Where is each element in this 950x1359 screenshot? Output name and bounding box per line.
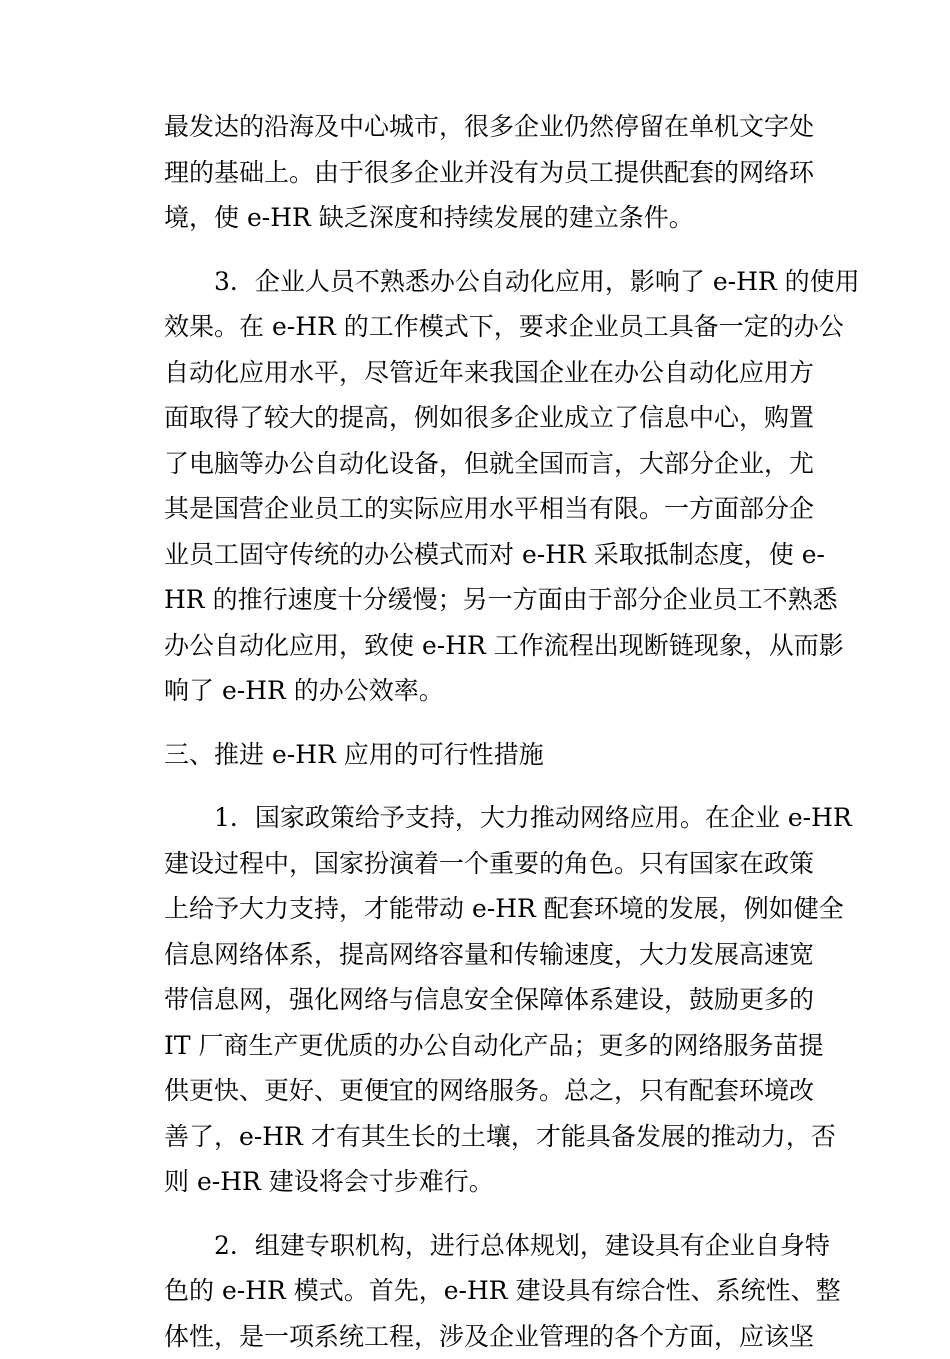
text-line: 自动化应用水平，尽管近年来我国企业在办公自动化应用方	[164, 350, 794, 396]
text-line: 效果。在 e-HR 的工作模式下，要求企业员工具备一定的办公	[164, 304, 794, 350]
paragraph-4	[164, 1223, 794, 1359]
section-heading	[164, 732, 794, 778]
text-line: 三、推进 e-HR 应用的可行性措施	[164, 732, 794, 778]
text-line: 境，使 e-HR 缺乏深度和持续发展的建立条件。	[164, 195, 794, 241]
text-line: 1．国家政策给予支持，大力推动网络应用。在企业 e-HR	[164, 795, 794, 841]
text-line: 3．企业人员不熟悉办公自动化应用，影响了 e-HR 的使用	[164, 259, 794, 305]
text-line: 响了 e-HR 的办公效率。	[164, 668, 794, 714]
text-line: 办公自动化应用，致使 e-HR 工作流程出现断链现象，从而影	[164, 623, 794, 669]
text-line: 了电脑等办公自动化设备，但就全国而言，大部分企业，尤	[164, 441, 794, 487]
document-page	[164, 104, 794, 1359]
text-line: 2．组建专职机构，进行总体规划，建设具有企业自身特	[164, 1223, 794, 1269]
text-line: 信息网络体系，提高网络容量和传输速度，大力发展高速宽	[164, 932, 794, 978]
text-line: 上给予大力支持，才能带动 e-HR 配套环境的发展，例如健全	[164, 886, 794, 932]
paragraph-3	[164, 795, 794, 1205]
text-line: 理的基础上。由于很多企业并没有为员工提供配套的网络环	[164, 150, 794, 196]
text-line: 色的 e-HR 模式。首先，e-HR 建设具有综合性、系统性、整	[164, 1268, 794, 1314]
text-line: 体性，是一项系统工程，涉及企业管理的各个方面，应该坚	[164, 1314, 794, 1359]
text-line: 面取得了较大的提高，例如很多企业成立了信息中心，购置	[164, 395, 794, 441]
text-line: 则 e-HR 建设将会寸步难行。	[164, 1159, 794, 1205]
text-line: 供更快、更好、更便宜的网络服务。总之，只有配套环境改	[164, 1068, 794, 1114]
text-line: 带信息网，强化网络与信息安全保障体系建设，鼓励更多的	[164, 977, 794, 1023]
paragraph-1	[164, 104, 794, 241]
text-line: IT 厂商生产更优质的办公自动化产品；更多的网络服务苗提	[164, 1023, 794, 1069]
paragraph-gap	[164, 777, 794, 795]
text-line: 其是国营企业员工的实际应用水平相当有限。一方面部分企	[164, 486, 794, 532]
text-line: HR 的推行速度十分缓慢；另一方面由于部分企业员工不熟悉	[164, 577, 794, 623]
paragraph-gap	[164, 714, 794, 732]
text-line: 业员工固守传统的办公模式而对 e-HR 采取抵制态度，使 e-	[164, 532, 794, 578]
paragraph-2	[164, 259, 794, 714]
text-line: 善了，e-HR 才有其生长的土壤，才能具备发展的推动力，否	[164, 1114, 794, 1160]
paragraph-gap	[164, 241, 794, 259]
text-line: 最发达的沿海及中心城市，很多企业仍然停留在单机文字处	[164, 104, 794, 150]
text-line: 建设过程中，国家扮演着一个重要的角色。只有国家在政策	[164, 841, 794, 887]
paragraph-gap	[164, 1205, 794, 1223]
